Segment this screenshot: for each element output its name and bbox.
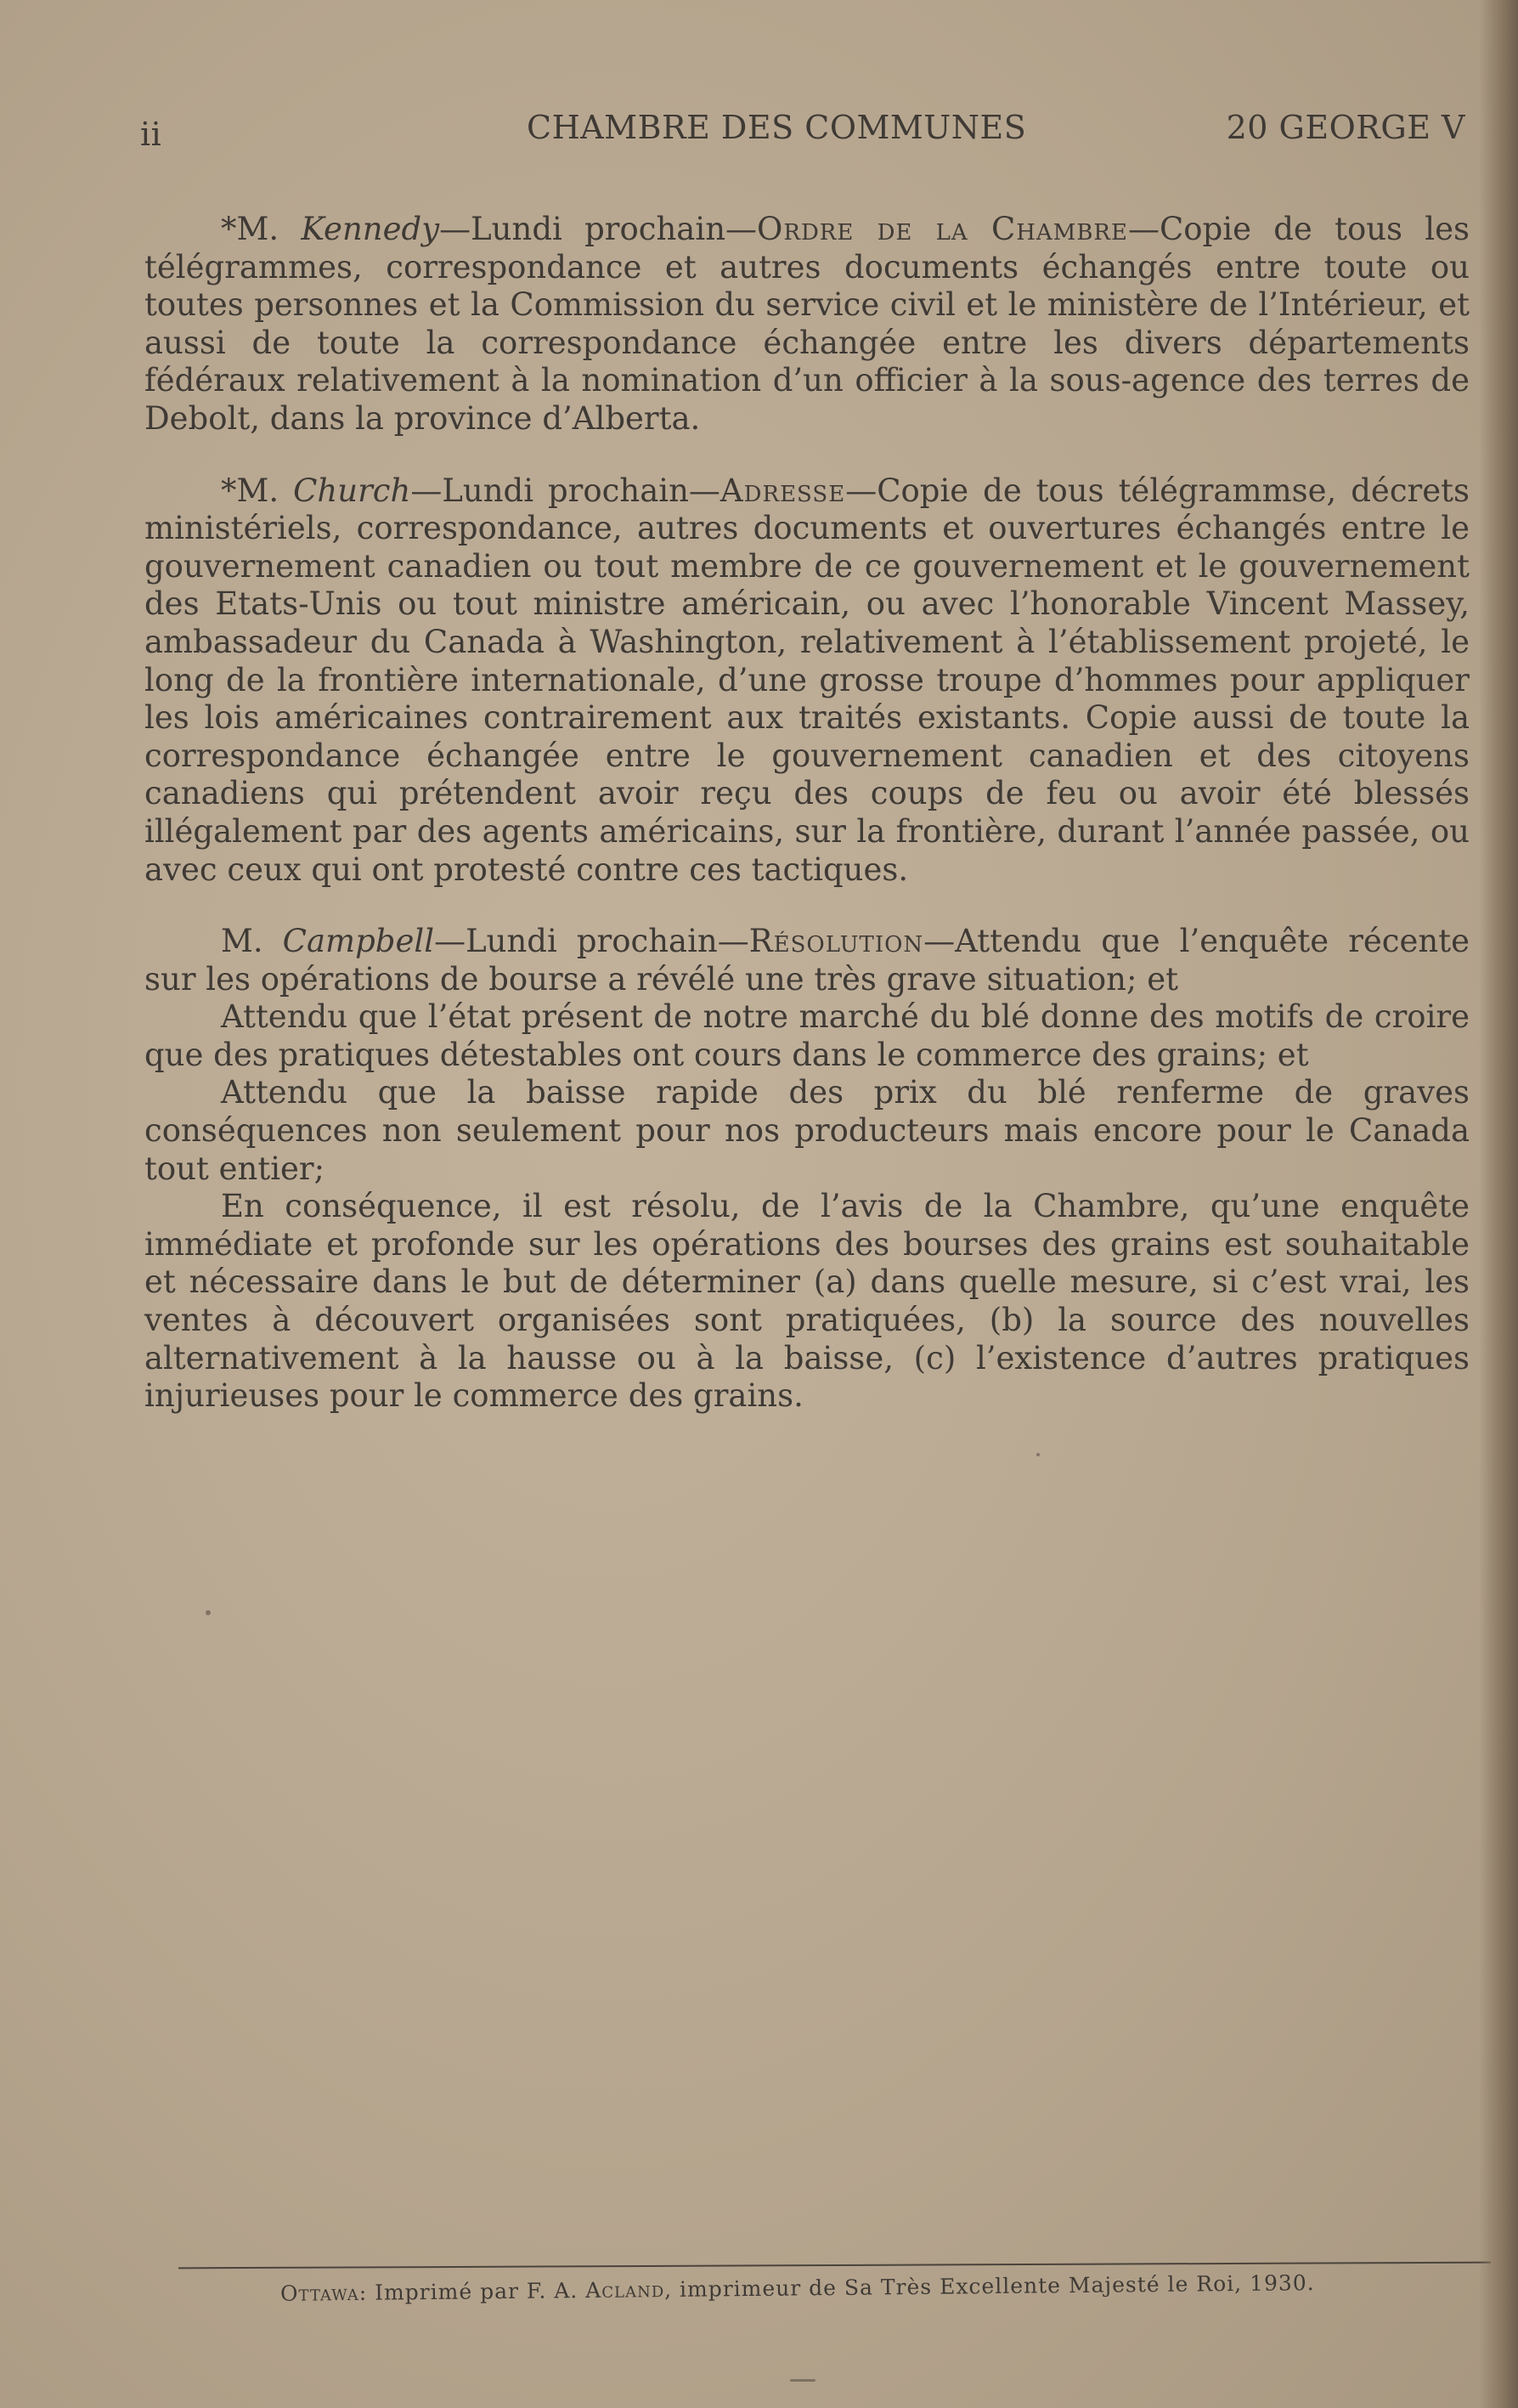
motion-speaker: Kennedy bbox=[301, 211, 440, 247]
resolution-paragraph: Attendu que la baisse rapide des prix du blé renferme de graves conséquences non seulement pour nos producteurs mais encore pour le Canada tout entier; bbox=[144, 1074, 1470, 1187]
running-head bbox=[140, 109, 1465, 156]
page-number: ii bbox=[140, 116, 162, 153]
imprint-printer: Acland bbox=[585, 2277, 665, 2303]
motion-speaker: Campbell bbox=[282, 923, 435, 960]
motion-kind: Résolution bbox=[748, 923, 924, 960]
motion-timing: —Lundi prochain— bbox=[434, 923, 749, 960]
motion-kind: Adresse bbox=[719, 472, 846, 509]
motion-text: —Copie de tous les télégrammes, correspondance et autres documents échangés entre toute ou toutes personnes et la Commission du service civil et le ministère de l’Intérieur, et aussi de toute la correspondance échangée entre les divers départements fédéraux relativement à la nomination d’un officier à la sous-agence des terres de Debolt, dans la province d’Alberta. bbox=[144, 211, 1470, 437]
imprint-place: Ottawa bbox=[279, 2280, 359, 2306]
resolution-paragraph: En conséquence, il est résolu, de l’avis de la Chambre, qu’une enquête immédiate et profonde sur les opérations des bourses des grains est souhaitable et nécessaire dans le but de déterminer (a) dans quelle mesure, si c’est vrai, les ventes à découvert organisées sont pratiquées, (b) la source des nouvelles alternativement à la hausse ou à la baisse, (c) l’existence d’autres pratiques injurieuses pour le commerce des grains. bbox=[144, 1188, 1470, 1415]
page-title: CHAMBRE DES COMMUNES bbox=[527, 109, 1027, 146]
imprint-separator: : Imprimé par F. A. bbox=[358, 2278, 586, 2305]
page-edge-shadow bbox=[1479, 0, 1518, 2408]
motion-timing: —Lundi prochain— bbox=[410, 472, 720, 509]
imprint-rest: , imprimeur de Sa Très Excellente Majesté le Roi, 1930. bbox=[664, 2270, 1315, 2303]
motion-timing: —Lundi prochain— bbox=[439, 211, 758, 247]
motion-kind: Ordre de la Chambre bbox=[757, 211, 1128, 247]
motion-speaker: Church bbox=[293, 472, 411, 509]
motion-prefix: *M. bbox=[221, 472, 294, 509]
paper-speck bbox=[1036, 1453, 1040, 1456]
resolution-paragraph: Attendu que l’état présent de notre marché du blé donne des motifs de croire que des pratiques détestables ont cours dans le commerce des grains; et bbox=[144, 998, 1470, 1073]
reign-label: 20 GEORGE V bbox=[1226, 109, 1465, 146]
printer-imprint bbox=[280, 2270, 1385, 2306]
motion-church bbox=[144, 472, 1470, 890]
motion-prefix: M. bbox=[221, 923, 283, 960]
footer-rule bbox=[178, 2262, 1491, 2270]
motion-text: —Attendu que l’enquête récente sur les opérations de bourse a révélé une très grave situation; et bbox=[144, 923, 1470, 998]
paper-speck bbox=[790, 2379, 815, 2382]
motion-campbell bbox=[144, 923, 1470, 998]
motion-prefix: *M. bbox=[221, 211, 302, 247]
motions-body bbox=[144, 211, 1470, 1416]
motion-kennedy bbox=[144, 211, 1470, 438]
paper-speck bbox=[206, 1610, 211, 1615]
motion-text: —Copie de tous télégrammse, décrets ministériels, correspondance, autres documents et ouvertures échangés entre le gouvernement canadien ou tout membre de ce gouvernement et le gouvernement des Etats-Unis ou tout ministre américain, ou avec l’honorable Vincent Massey, ambassadeur du Canada à Washington, relativement à l’établissement projeté, le long de la frontière internationale, d’une grosse troupe d’hommes pour appliquer les lois américaines contrairement aux traités existants. Copie aussi de toute la correspondance échangée entre le gouvernement canadien et des citoyens canadiens qui prétendent avoir reçu des coups de feu ou avoir été blessés illégalement par des agents américains, sur la frontière, durant l’année passée, ou avec ceux qui ont protesté contre ces tactiques. bbox=[144, 472, 1470, 888]
